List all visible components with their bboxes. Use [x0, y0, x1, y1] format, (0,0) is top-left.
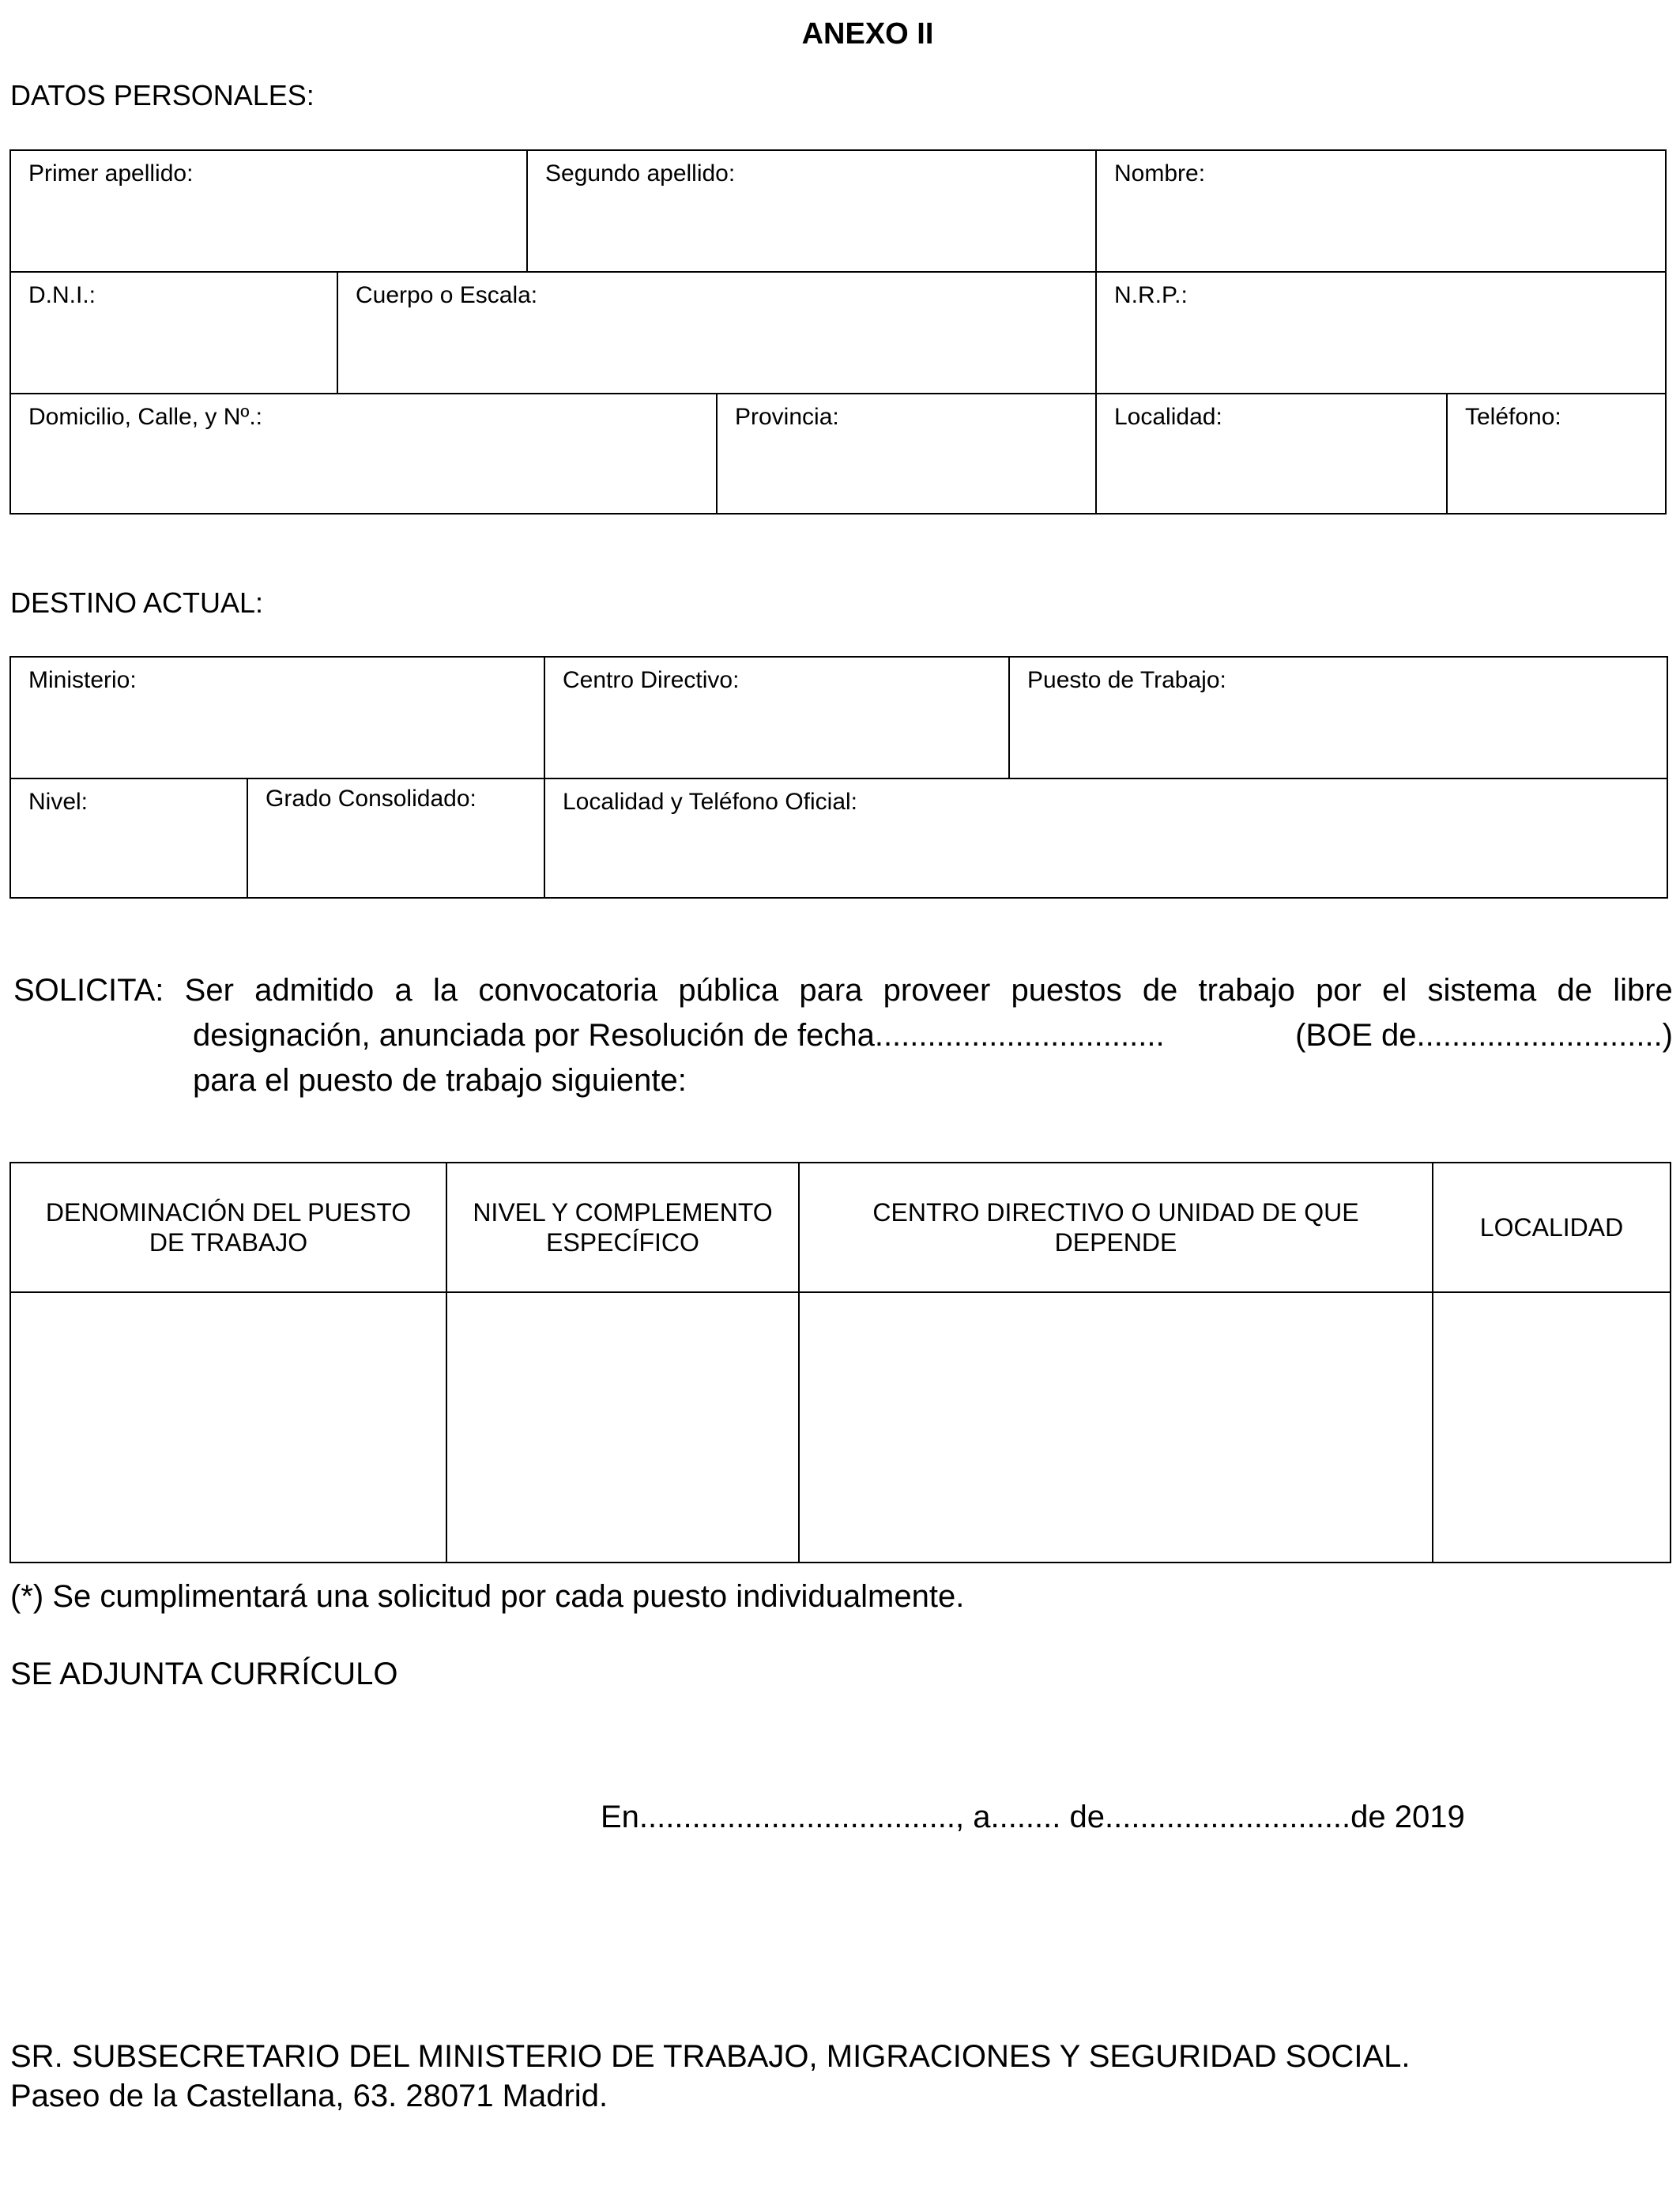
localidad-field[interactable]: [1097, 394, 1448, 513]
field-label: Nombre:: [1114, 160, 1206, 187]
adjunta-curriculo: SE ADJUNTA CURRÍCULO: [10, 1657, 398, 1691]
solicita-word: trabajo: [1198, 973, 1295, 1008]
nivel-cell[interactable]: [447, 1293, 800, 1562]
solicita-word: pública: [678, 973, 779, 1008]
cuerpo-escala-field[interactable]: [338, 273, 1097, 394]
solicita-line-3: para el puesto de trabajo siguiente:: [193, 1063, 687, 1098]
solicita-paragraph: [13, 968, 1673, 1103]
solicita-word: de: [1557, 973, 1592, 1008]
solicita-word: sistema: [1427, 973, 1537, 1008]
primer-apellido-field[interactable]: [11, 151, 528, 273]
solicita-word: el: [1382, 973, 1407, 1008]
document-title: ANEXO II: [801, 17, 934, 51]
field-label: Domicilio, Calle, y Nº.:: [28, 404, 263, 430]
field-label: Localidad y Teléfono Oficial:: [563, 789, 858, 815]
ministerio-field[interactable]: [11, 658, 545, 779]
solicita-line-1: [13, 968, 1673, 1013]
field-label: Teléfono:: [1465, 404, 1561, 430]
solicita-label: SOLICITA:: [13, 973, 164, 1008]
solicita-boe-text: (BOE de............................): [1295, 1018, 1673, 1053]
section-heading-destino-actual: DESTINO ACTUAL:: [10, 586, 264, 619]
place-date-line: En...................................., a........ de............................de 2019: [601, 1800, 1465, 1834]
datos-personales-grid: [9, 149, 1667, 515]
nivel-field[interactable]: [11, 779, 248, 897]
centro-directivo-field[interactable]: [545, 658, 1010, 779]
solicita-word: Ser: [184, 973, 234, 1008]
localidad-telefono-oficial-field[interactable]: [545, 779, 1667, 897]
footnote: (*) Se cumplimentará una solicitud por cada puesto individualmente.: [10, 1579, 965, 1614]
solicita-word: de: [1142, 973, 1178, 1008]
field-label: Nivel:: [28, 789, 89, 815]
dni-field[interactable]: [11, 273, 338, 394]
solicita-word: proveer: [883, 973, 991, 1008]
denominacion-cell[interactable]: [11, 1293, 447, 1562]
domicilio-field[interactable]: [11, 394, 718, 513]
solicita-word: a: [394, 973, 412, 1008]
field-label: Provincia:: [735, 404, 839, 430]
destino-actual-grid: [9, 656, 1668, 899]
addressee-line-1: SR. SUBSECRETARIO DEL MINISTERIO DE TRABAJO, MIGRACIONES Y SEGURIDAD SOCIAL.: [10, 2039, 1411, 2074]
solicita-word: convocatoria: [478, 973, 658, 1008]
centro-cell[interactable]: [800, 1293, 1433, 1562]
field-label: Grado Consolidado:: [266, 786, 477, 812]
field-label: Segundo apellido:: [545, 160, 736, 187]
provincia-field[interactable]: [718, 394, 1097, 513]
field-label: D.N.I.:: [28, 282, 96, 308]
column-header-centro: CENTRO DIRECTIVO O UNIDAD DE QUE DEPENDE: [800, 1163, 1433, 1293]
puesto-table: [9, 1162, 1671, 1563]
solicita-word: admitido: [254, 973, 375, 1008]
solicita-fecha-text: designación, anunciada por Resolución de fecha.................................: [193, 1018, 1165, 1053]
field-label: Localidad:: [1114, 404, 1222, 430]
column-header-localidad: LOCALIDAD: [1433, 1163, 1670, 1293]
solicita-line-2: [193, 1013, 1673, 1058]
grado-consolidado-field[interactable]: [248, 779, 545, 897]
solicita-word: para: [799, 973, 863, 1008]
field-label: Primer apellido:: [28, 160, 194, 187]
telefono-field[interactable]: [1448, 394, 1665, 513]
puesto-trabajo-field[interactable]: [1010, 658, 1667, 779]
nombre-field[interactable]: [1097, 151, 1665, 273]
field-label: Ministerio:: [28, 667, 137, 693]
field-label: Centro Directivo:: [563, 667, 740, 693]
field-label: N.R.P.:: [1114, 282, 1188, 308]
localidad-cell[interactable]: [1433, 1293, 1670, 1562]
column-header-denominacion: DENOMINACIÓN DEL PUESTO DE TRABAJO: [11, 1163, 447, 1293]
field-label: Puesto de Trabajo:: [1027, 667, 1226, 693]
solicita-word: libre: [1613, 973, 1673, 1008]
nrp-field[interactable]: [1097, 273, 1665, 394]
solicita-word: puestos: [1011, 973, 1122, 1008]
solicita-word: por: [1316, 973, 1362, 1008]
field-label: Cuerpo o Escala:: [356, 282, 538, 308]
column-header-nivel: NIVEL Y COMPLEMENTO ESPECÍFICO: [447, 1163, 800, 1293]
solicita-word: la: [433, 973, 458, 1008]
addressee-line-2: Paseo de la Castellana, 63. 28071 Madrid.: [10, 2079, 608, 2113]
segundo-apellido-field[interactable]: [528, 151, 1097, 273]
section-heading-datos-personales: DATOS PERSONALES:: [10, 79, 315, 111]
